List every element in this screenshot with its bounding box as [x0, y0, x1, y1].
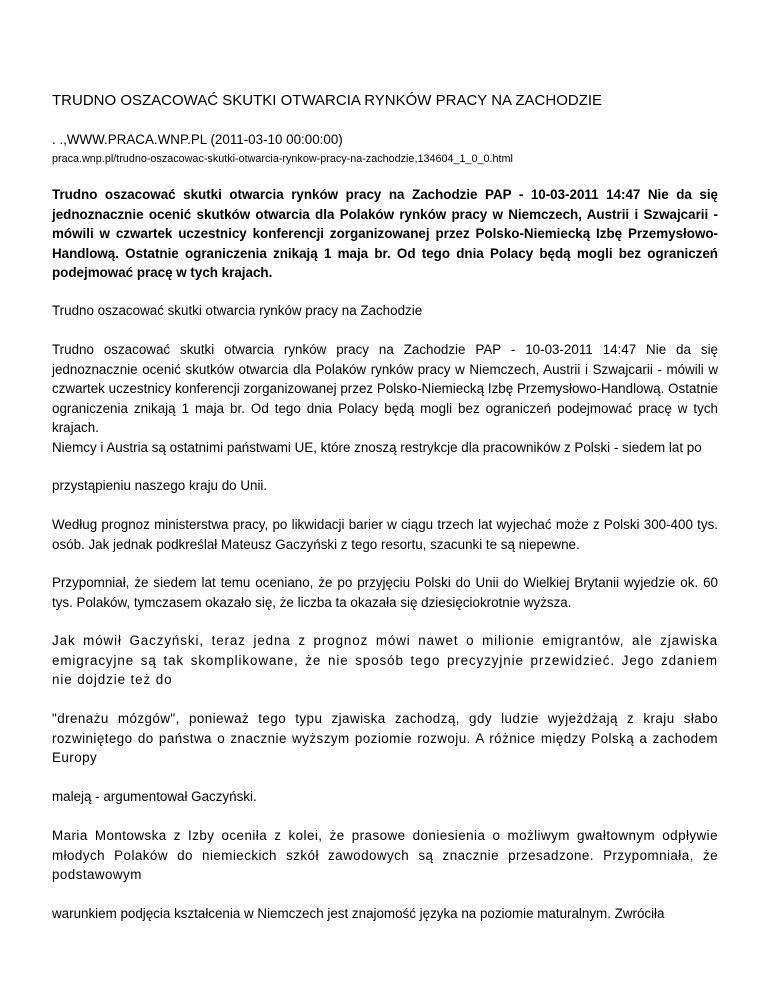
article-paragraph-9: warunkiem podjęcia kształcenia w Niemczech jest znajomość języka na poziomie maturalnym. Zwróciła	[52, 906, 665, 921]
article-url: praca.wnp.pl/trudno-oszacowac-skutki-otwarcia-rynkow-pracy-na-zachodzie,134604_1_0_0.html	[52, 153, 513, 165]
article-source: . .,WWW.PRACA.WNP.PL (2011-03-10 00:00:00)	[52, 132, 343, 147]
article-paragraph-6: "drenażu mózgów", ponieważ tego typu zjawiska zachodzą, gdy ludzie wyjeżdżają z kraju słabo rozwiniętego do państwa o znacznie wyższym poziomie rozwoju. A różnice między Polską a zachodem Europy	[52, 711, 718, 765]
article-paragraph-5: Jak mówił Gaczyński, teraz jedna z prognoz mówi nawet o milionie emigrantów, ale zjawiska emigracyjne są tak skomplikowane, że nie sposób tego precyzyjnie przewidzieć. Jego zdaniem nie dojdzie też do	[52, 633, 718, 687]
article-paragraph-7: maleją - argumentował Gaczyński.	[52, 789, 257, 804]
article-paragraph-4: Przypomniał, że siedem lat temu oceniano, że po przyjęciu Polski do Unii do Wielkiej Brytanii wyjedzie ok. 60 tys. Polaków, tymczasem okazało się, że liczba ta okazała się dziesięciokrotnie wyższa.	[52, 575, 718, 610]
article-lead: Trudno oszacować skutki otwarcia rynków pracy na Zachodzie PAP - 10-03-2011 14:47 Nie da się jednoznacznie ocenić skutków otwarcia dla Polaków rynków pracy w Niemczech, Austrii i Szwajcarii - mówili w czwartek uczestnicy konferencji zorganizowanej przez Polsko-Niemiecką Izbę Przemysłowo-Handlową. Ostatnie ograniczenia znikają 1 maja br. Od tego dnia Polacy będą mogli bez ograniczeń podejmować pracę w tych krajach.	[52, 187, 718, 280]
paragraph-text: Niemcy i Austria są ostatnimi państwami UE, które znoszą restrykcje dla pracowników z Polski - siedem lat po	[52, 439, 702, 455]
article-subheading: Trudno oszacować skutki otwarcia rynków pracy na Zachodzie	[52, 303, 423, 318]
article-paragraph-3: Według prognoz ministerstwa pracy, po likwidacji barier w ciągu trzech lat wyjechać może z Polski 300-400 tys. osób. Jak jednak podkreślał Mateusz Gaczyński z tego resortu, szacunki te są niepewne.	[52, 517, 718, 552]
article-title: TRUDNO OSZACOWAĆ SKUTKI OTWARCIA RYNKÓW PRACY NA ZACHODZIE	[52, 92, 603, 109]
article-paragraph-2: przystąpieniu naszego kraju do Unii.	[52, 478, 268, 493]
article-paragraph-1	[52, 340, 718, 457]
article-paragraph-8: Maria Montowska z Izby oceniła z kolei, że prasowe doniesienia o możliwym gwałtownym odpływie młodych Polaków do niemieckich szkół zawodowych są znacznie przesadzone. Przypomniała, że podstawowym	[52, 828, 718, 882]
paragraph-text: Trudno oszacować skutki otwarcia rynków pracy na Zachodzie PAP - 10-03-2011 14:47 Nie da się jednoznacznie ocenić skutków otwarcia dla Polaków rynków pracy w Niemczech, Austrii i Szwajcarii - mówili w czwartek uczestnicy konferencji zorganizowanej przez Polsko-Niemiecką Izbę Przemysłowo-Handlową. Ostatnie ograniczenia znikają 1 maja br. Od tego dnia Polacy będą mogli bez ograniczeń podejmować pracę w tych krajach.	[52, 342, 718, 435]
